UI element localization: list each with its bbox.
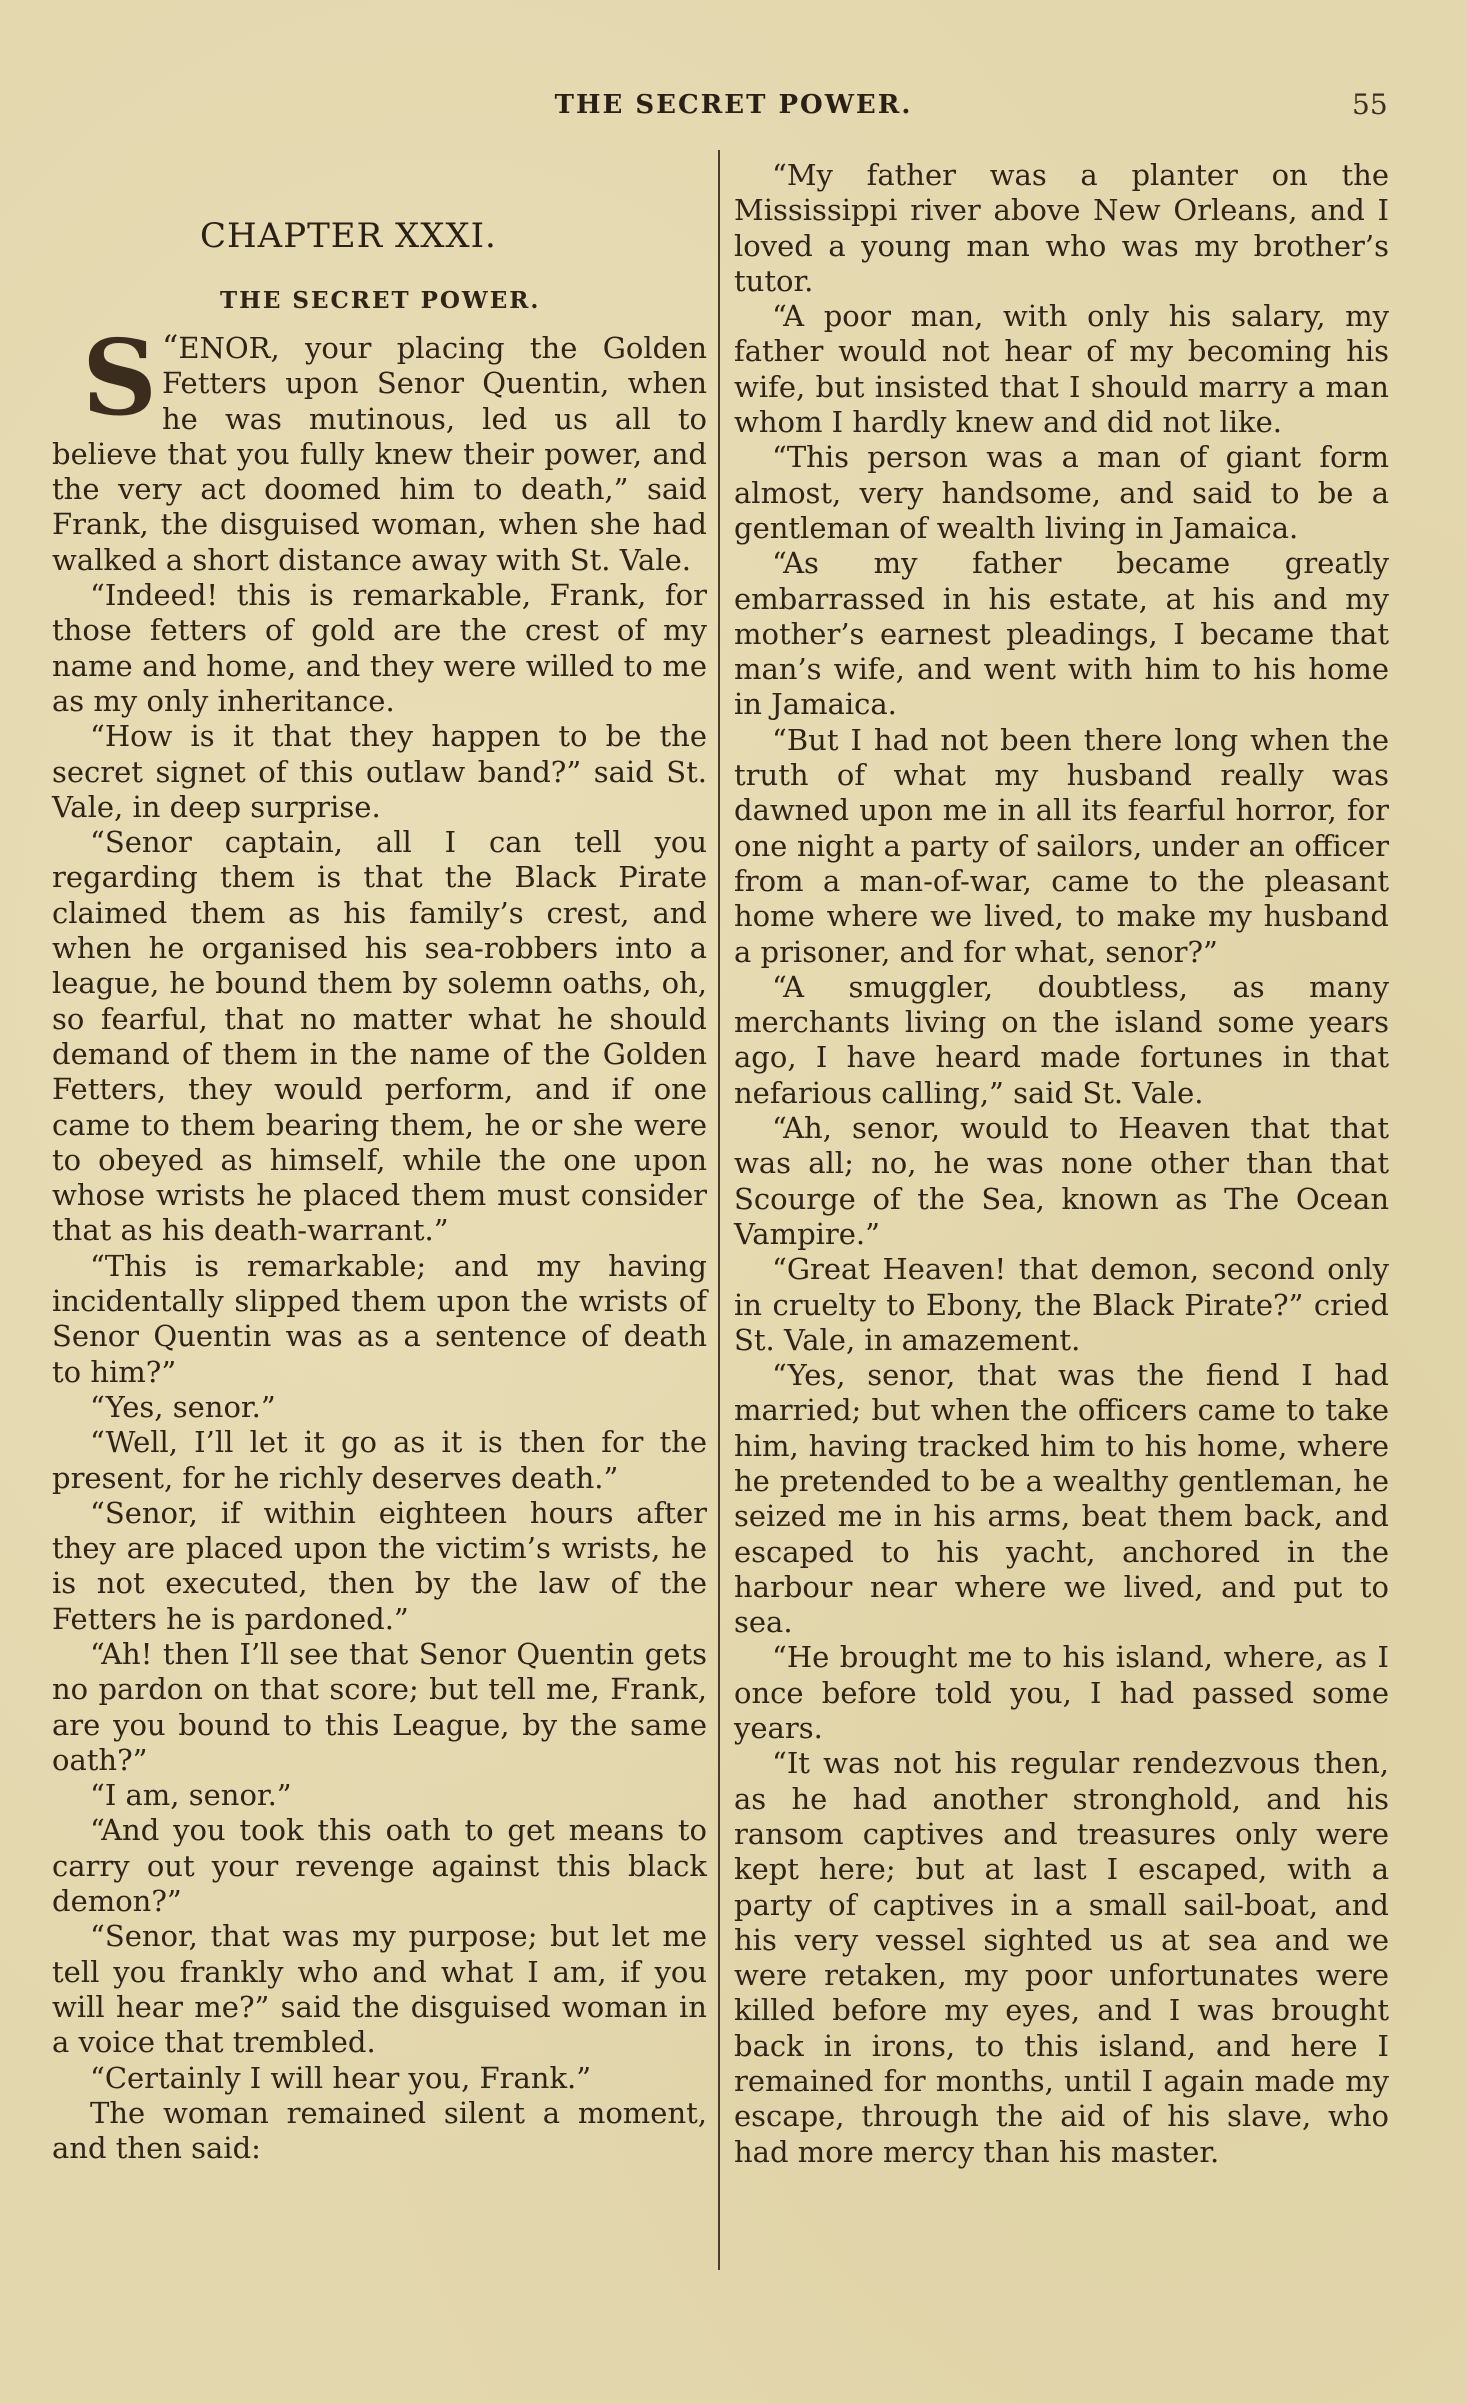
- right-column: [734, 158, 1389, 2170]
- paragraph: “How is it that they happen to be the secret signet of this outlaw band?” said St. Vale, in deep surprise.: [52, 719, 707, 824]
- paragraph: “Senor captain, all I can tell you regarding them is that the Black Pirate claimed them as his family’s crest, and when he organised his sea-robbers into a league, he bound them by solemn oaths, oh, so fearful, that no matter what he should demand of them in the name of the Golden Fetters, they would perform, and if one came to them bearing them, he or she were to obeyed as himself, while the one upon whose wrists he placed them must consider that as his death-warrant.”: [52, 825, 707, 1248]
- paragraph: “This person was a man of giant form almost, very handsome, and said to be a gentleman of wealth living in Jamaica.: [734, 440, 1389, 545]
- column-divider: [718, 150, 720, 2270]
- paragraph: “Well, I’ll let it go as it is then for the present, for he richly deserves death.”: [52, 1425, 707, 1495]
- opening-quote-mark: “: [162, 328, 179, 366]
- drop-cap-initial: S: [82, 316, 158, 439]
- paragraph: “Certainly I will hear you, Frank.”: [90, 2060, 592, 2095]
- chapter-title: CHAPTER XXXI.: [200, 216, 497, 256]
- paragraph: “A smuggler, doubtless, as many merchants living on the island some years ago, I have heard made fortunes in that nefarious calling,” said St. Vale.: [734, 969, 1389, 1110]
- paragraph: “As my father became greatly embarrassed in his estate, at his and my mother’s earnest pleadings, I became that man’s wife, and went with him to his home in Jamaica.: [734, 546, 1389, 722]
- paragraph: “This is remarkable; and my having incidentally slipped them upon the wrists of Senor Quentin was as a sentence of death to him?”: [52, 1248, 707, 1389]
- paragraph: “It was not his regular rendezvous then, as he had another stronghold, and his ransom captives and treasures only were kept here; but at last I escaped, with a party of captives in a small sail-boat, and his very vessel sighted us at sea and we were retaken, my poor unfortunates were killed before my eyes, and I was brought back in irons, to this island, and here I remained for months, until I again made my escape, through the aid of his slave, who had more mercy than his master.: [734, 1746, 1389, 2169]
- paragraph: “Indeed! this is remarkable, Frank, for those fetters of gold are the crest of my name and home, and they were willed to me as my only inheritance.: [52, 578, 707, 718]
- left-column: [52, 158, 707, 2166]
- opening-paragraph-text: ENOR, your placing the Golden Fetters upon Senor Quentin, when he was mutinous, led us all to believe that you fully knew their power, and the very act doomed him to death,” said Frank, the disguised woman, when she had walked a short distance away with St. Vale.: [52, 331, 707, 577]
- paragraph: “Senor, that was my purpose; but let me tell you frankly who and what I am, if you will hear me?” said the disguised woman in a voice that trembled.: [52, 1919, 707, 2060]
- opening-paragraph: [52, 316, 707, 578]
- paragraph: “But I had not been there long when the truth of what my husband really was dawned upon me in all its fearful horror, for one night a party of sailors, under an officer from a man-of-war, came to the pleasant home where we lived, to make my husband a prisoner, and for what, senor?”: [734, 722, 1389, 969]
- paragraph: “Ah, senor, would to Heaven that that was all; no, he was none other than that Scourge of the Sea, known as The Ocean Vampire.”: [734, 1111, 1389, 1251]
- paragraph: The woman remained silent a moment, and then said:: [52, 2095, 707, 2166]
- paragraph: “My father was a planter on the Mississippi river above New Orleans, and I loved a young man who was my brother’s tutor.: [734, 158, 1389, 298]
- chapter-subtitle: THE SECRET POWER.: [220, 287, 541, 314]
- paragraph: “Great Heaven! that demon, second only in cruelty to Ebony, the Black Pirate?” cried St. Vale, in amazement.: [734, 1252, 1389, 1357]
- paragraph: “Senor, if within eighteen hours after they are placed upon the victim’s wrists, he is not executed, then by the law of the Fetters he is pardoned.”: [52, 1495, 707, 1636]
- paragraph: “A poor man, with only his salary, my father would not hear of my becoming his wife, but insisted that I should marry a man whom I hardly knew and did not like.: [734, 299, 1389, 440]
- paragraph: “Yes, senor.”: [90, 1389, 276, 1424]
- paragraph: “I am, senor.”: [90, 1778, 292, 1813]
- paragraph: “Ah! then I’ll see that Senor Quentin gets no pardon on that score; but tell me, Frank, are you bound to this League, by the same oath?”: [52, 1636, 707, 1777]
- paragraph: “And you took this oath to get means to carry out your revenge against this black demon?”: [52, 1813, 707, 1919]
- running-title: THE SECRET POWER.: [554, 90, 913, 120]
- page-number: 55: [1352, 88, 1388, 121]
- paragraph: “Yes, senor, that was the fiend I had married; but when the officers came to take him, having tracked him to his home, where he pretended to be a wealthy gentleman, he seized me in his arms, beat them back, and escaped to his yacht, anchored in the harbour near where we lived, and put to sea.: [734, 1358, 1389, 1640]
- paragraph: “He brought me to his island, where, as I once before told you, I had passed some years.: [734, 1640, 1389, 1746]
